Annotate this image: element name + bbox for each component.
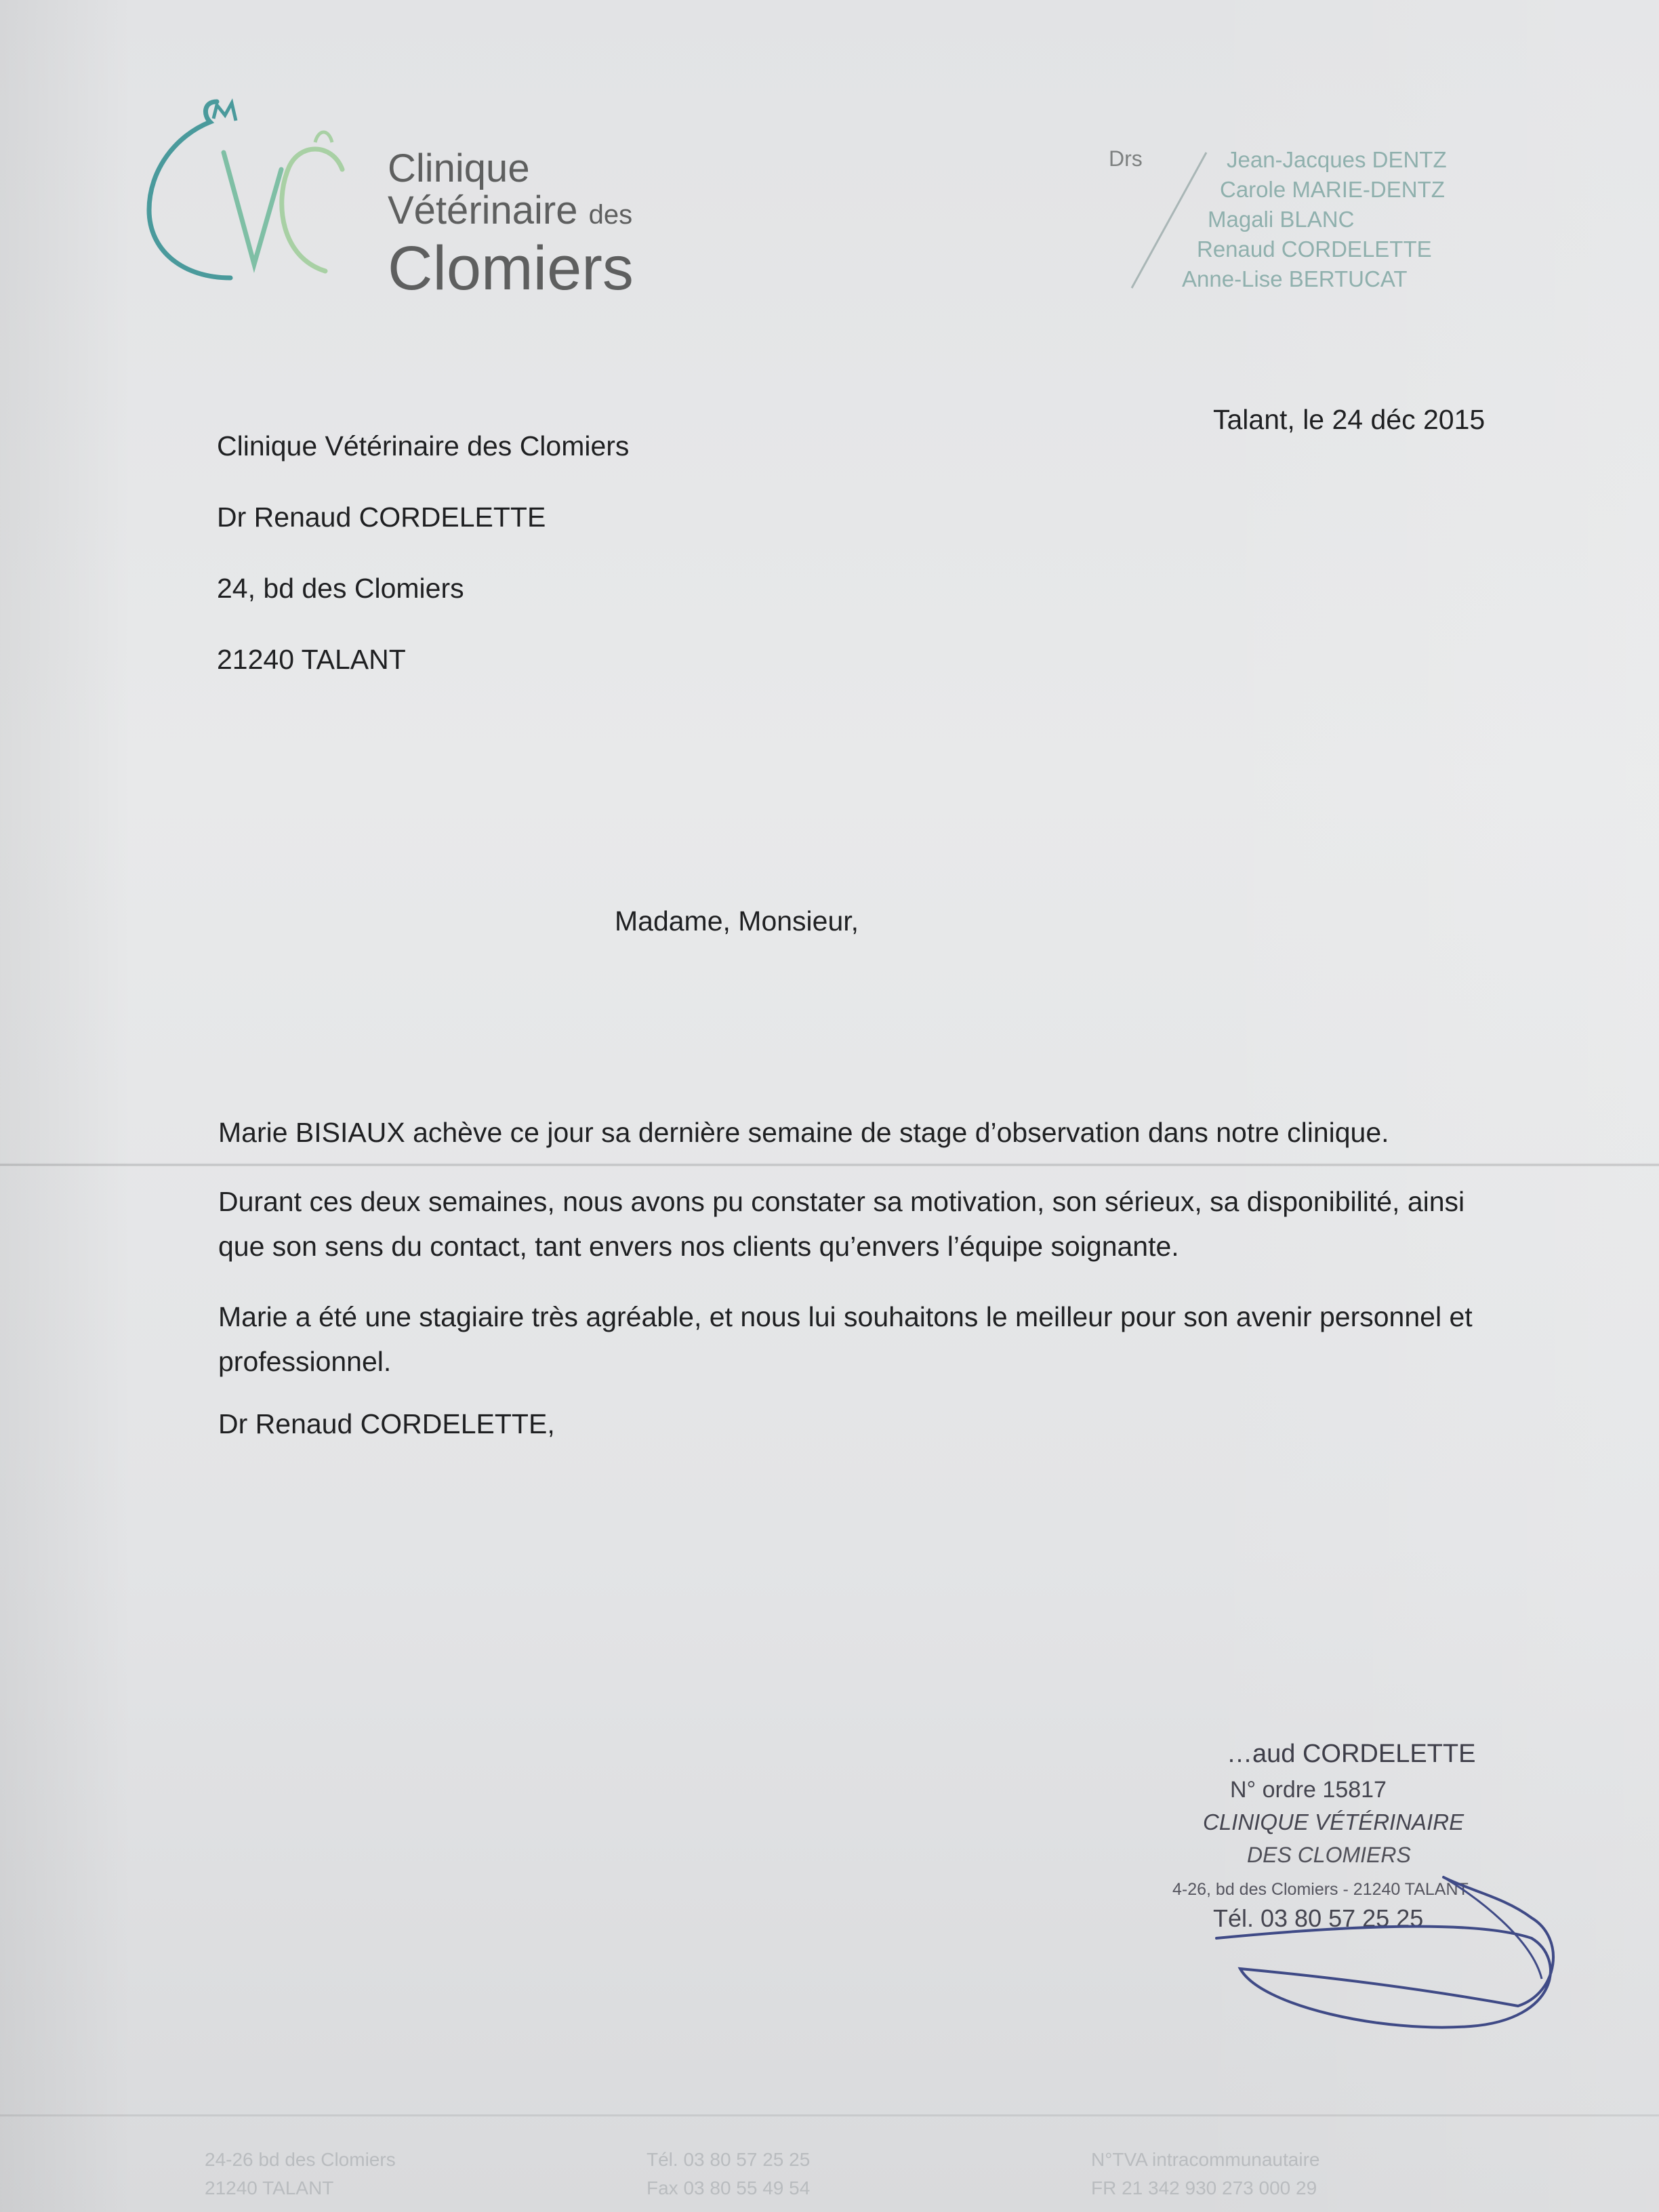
logo-line-1: Clinique — [388, 146, 530, 190]
sender-line: Dr Renaud CORDELETTE — [217, 501, 546, 533]
sender-line: Clinique Vétérinaire des Clomiers — [217, 430, 630, 462]
doctors-label: Drs — [1109, 146, 1143, 171]
doctor-name: Carole MARIE-DENTZ — [1220, 177, 1445, 202]
logo-line-3: Clomiers — [388, 234, 634, 303]
stamp-line-6: Tél. 03 80 57 25 25 — [1213, 1904, 1424, 1932]
paragraph: Durant ces deux semaines, nous avons pu constater sa motivation, son sérieux, sa disponibilité, ainsi que son sens du contact, tant envers nos clients qu’envers l’équipe soignante. — [218, 1186, 1465, 1262]
footer-line: FR 21 342 930 273 000 29 — [1091, 2177, 1317, 2198]
clinic-logo-text — [388, 148, 634, 301]
doctor-name: Jean-Jacques DENTZ — [1227, 147, 1447, 172]
footer-line: 21240 TALANT — [205, 2177, 334, 2198]
doctor-name: Magali BLANC — [1208, 207, 1355, 232]
paragraph: Marie BISIAUX achève ce jour sa dernière semaine de stage d’observation dans notre clinique. — [218, 1117, 1389, 1148]
salutation: Madame, Monsieur, — [615, 905, 859, 937]
stamp-line-2: N° ordre 15817 — [1230, 1777, 1387, 1803]
paragraph: Marie a été une stagiaire très agréable, et nous lui souhaitons le meilleur pour son avenir personnel et professionnel. — [218, 1301, 1473, 1377]
paper-fold — [0, 1163, 1659, 1167]
doctor-name: Anne-Lise BERTUCAT — [1182, 266, 1408, 291]
signature-name: Dr Renaud CORDELETTE, — [218, 1408, 555, 1439]
footer-line: 24-26 bd des Clomiers — [205, 2149, 396, 2170]
stamp-line-4: DES CLOMIERS — [1247, 1843, 1411, 1867]
sender-address — [217, 411, 629, 695]
sender-line: 21240 TALANT — [217, 644, 406, 675]
logo-line-2 — [388, 190, 634, 236]
stamp-line-5: 4-26, bd des Clomiers - 21240 TALANT — [1172, 1880, 1469, 1899]
stamp-line-1: …aud CORDELETTE — [1227, 1740, 1476, 1768]
footer-line: N°TVA intracommunautaire — [1091, 2149, 1320, 2170]
clinic-logo-icon — [136, 88, 366, 291]
sender-line: 24, bd des Clomiers — [217, 573, 464, 604]
doctor-name: Renaud CORDELETTE — [1197, 237, 1432, 262]
doctors-list — [1179, 145, 1447, 294]
footer-line: Fax 03 80 55 49 54 — [647, 2177, 811, 2198]
clinic-stamp — [1152, 1735, 1572, 2047]
footer-contact — [647, 2146, 810, 2203]
logo-line-2-main: Vétérinaire — [388, 188, 578, 232]
footer-divider — [0, 2114, 1659, 2116]
footer-address — [205, 2146, 396, 2203]
footer-line: Tél. 03 80 57 25 25 — [647, 2149, 811, 2170]
letter-date: Talant, le 24 déc 2015 — [1213, 404, 1486, 435]
footer-vat — [1091, 2146, 1319, 2203]
stamp-line-3: CLINIQUE VÉTÉRINAIRE — [1203, 1809, 1465, 1835]
logo-line-2-des: des — [588, 200, 633, 230]
